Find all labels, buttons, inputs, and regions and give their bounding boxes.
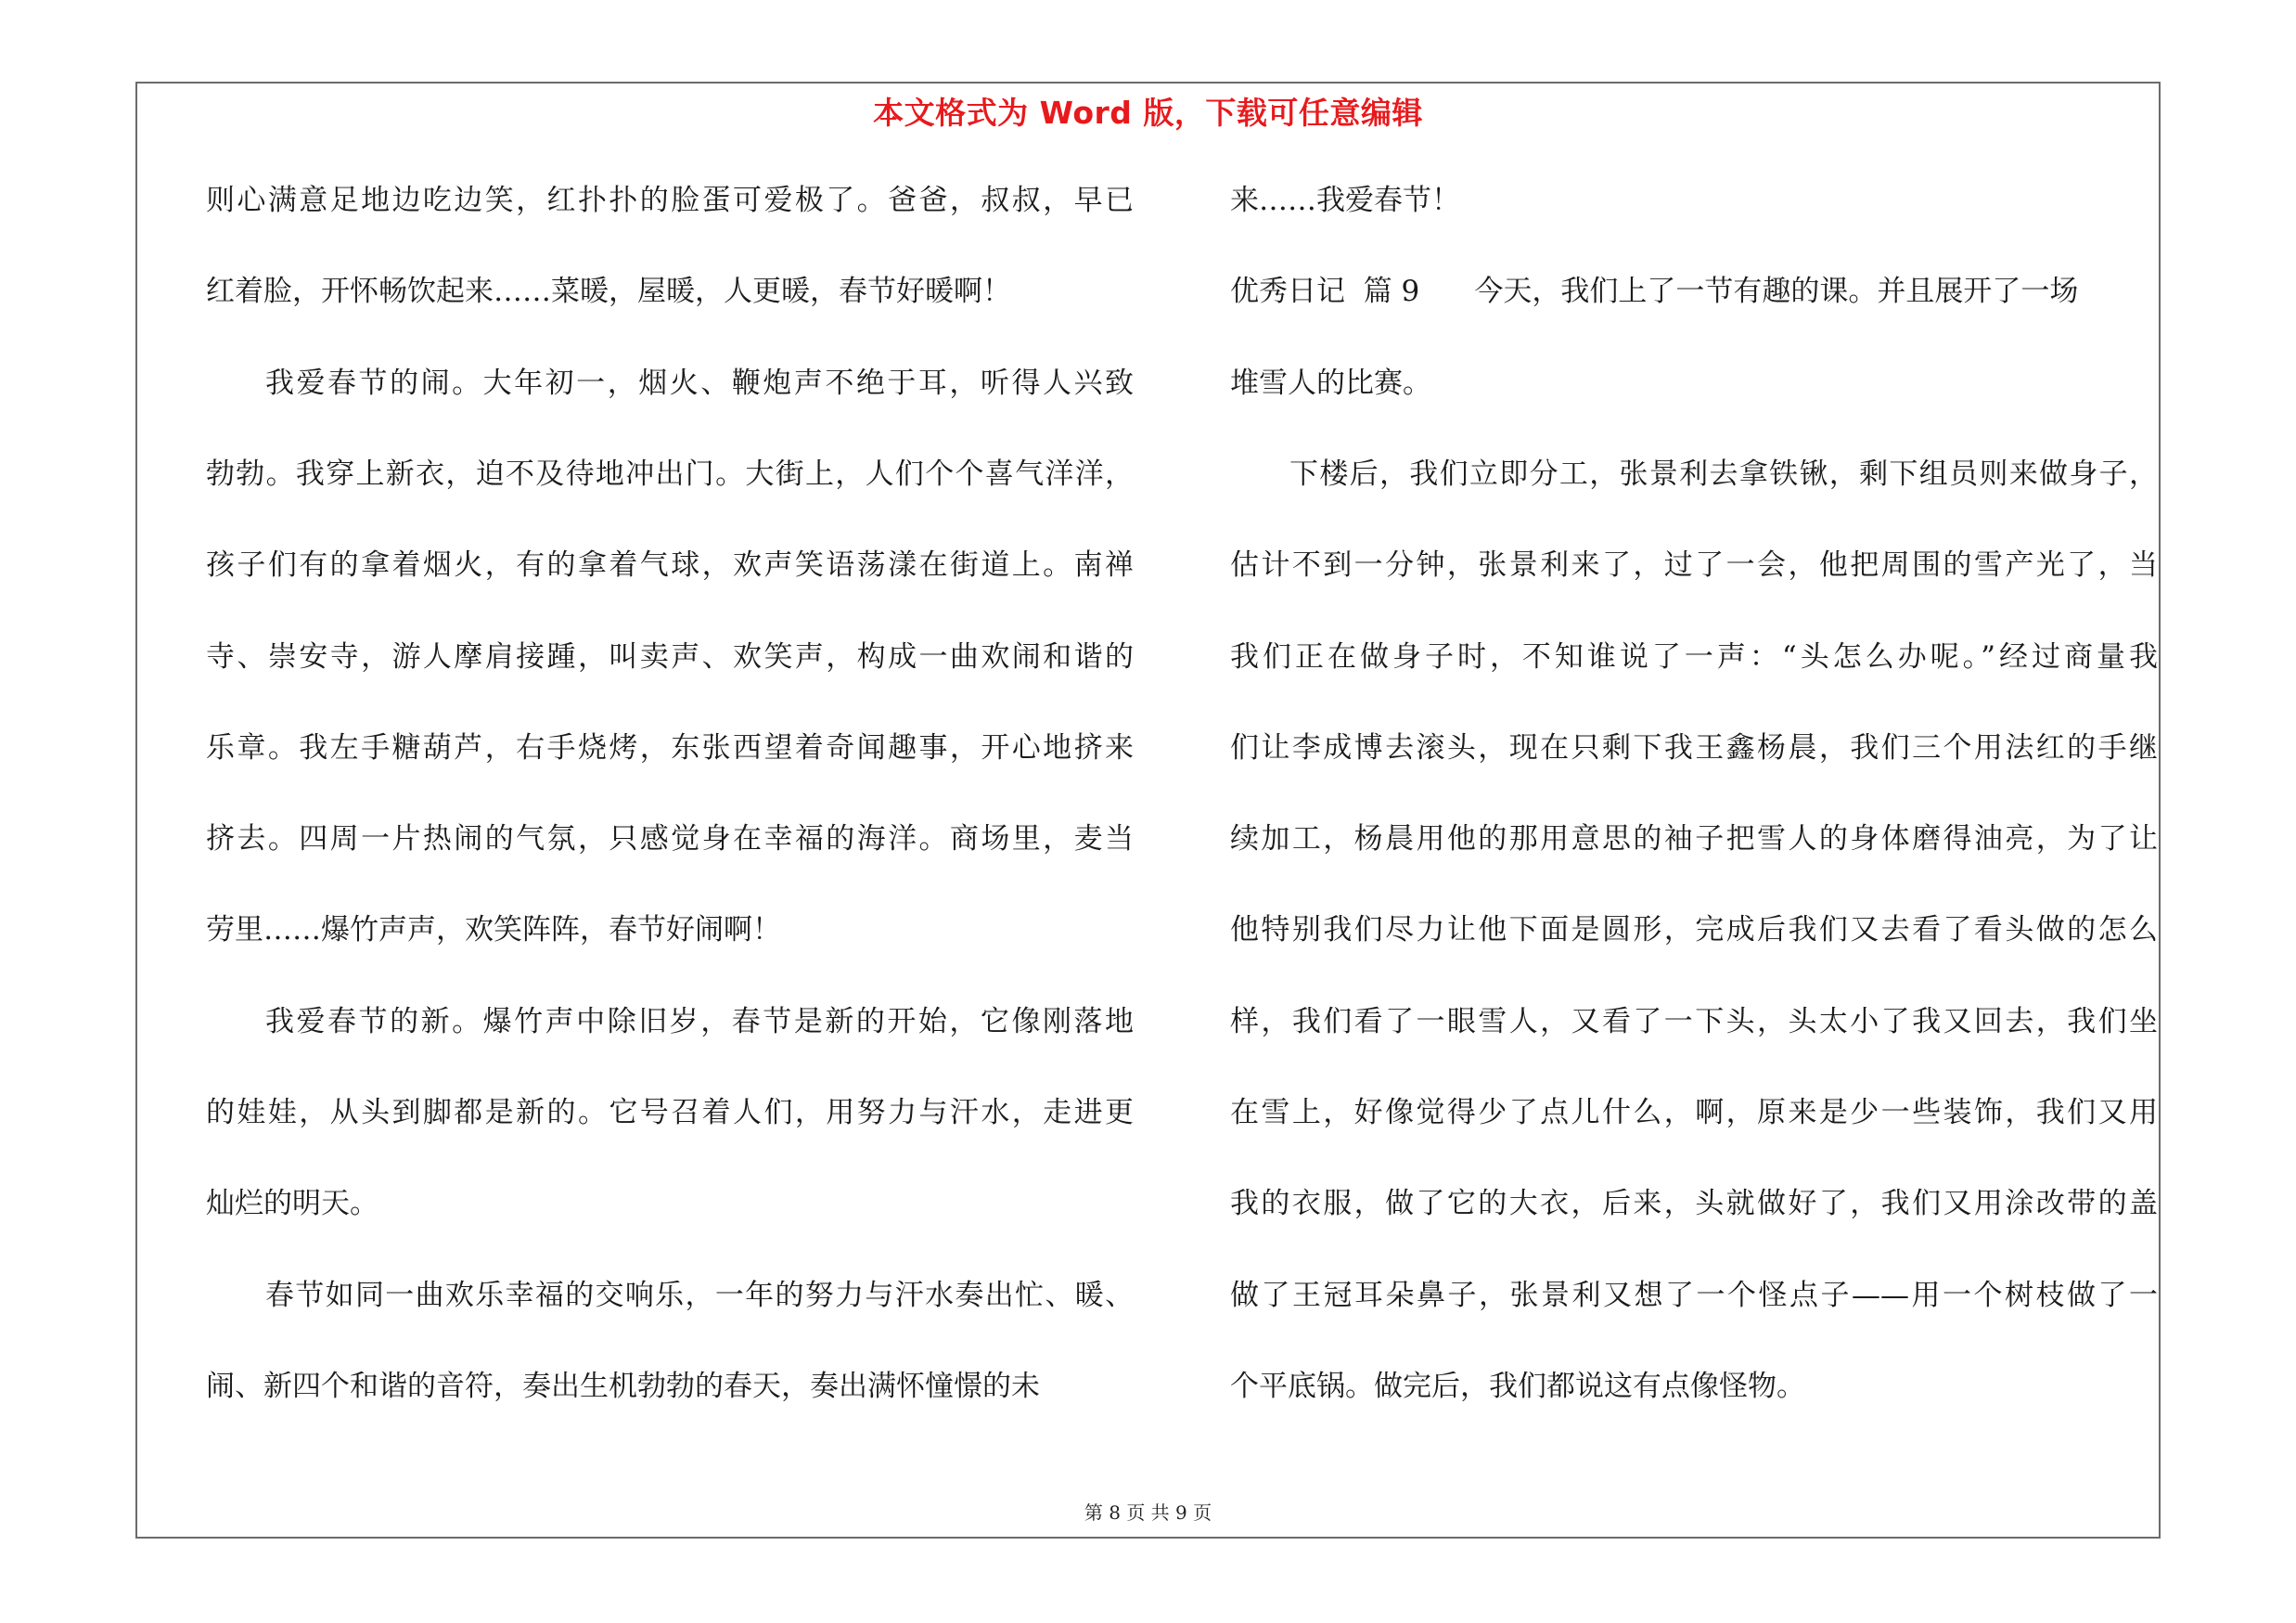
text-line: 的娃娃，从头到脚都是新的。它号召着人们，用努力与汗水，走进更 xyxy=(206,1096,1134,1129)
editable-notice-banner: 本文格式为 Word 版，下载可任意编辑 xyxy=(873,95,1423,131)
text-line: 我爱春节的新。爆竹声中除旧岁，春节是新的开始，它像刚落地 xyxy=(265,1004,1134,1038)
text-line: 我们正在做身子时，不知谁说了一声：“头怎么办呢。”经过商量我 xyxy=(1230,639,2158,674)
text-line: 优秀日记 篇 9 今天，我们上了一节有趣的课。并且展开了一场 xyxy=(1230,275,2079,309)
text-line: 勃勃。我穿上新衣，迫不及待地冲出门。大街上，人们个个喜气洋洋， xyxy=(206,457,1134,491)
text-line: 下楼后，我们立即分工，张景利去拿铁锹，剩下组员则来做身子， xyxy=(1289,457,2158,491)
text-line: 红着脸，开怀畅饮起来……菜暖，屋暖，人更暖，春节好暖啊！ xyxy=(206,275,1011,309)
text-line: 灿烂的明天。 xyxy=(206,1187,378,1221)
text-line: 来……我爱春节！ xyxy=(1230,184,1460,217)
text-line: 在雪上，好像觉得少了点儿什么，啊，原来是少一些装饰，我们又用 xyxy=(1230,1096,2158,1129)
text-line: 们让李成博去滚头，现在只剩下我王鑫杨晨，我们三个用法红的手继 xyxy=(1230,730,2158,765)
text-line: 做了王冠耳朵鼻子，张景利又想了一个怪点子——用一个树枝做了一 xyxy=(1230,1278,2158,1312)
text-line: 劳里……爆竹声声，欢笑阵阵，春节好闹啊！ xyxy=(206,913,781,947)
text-line: 孩子们有的拿着烟火，有的拿着气球，欢声笑语荡漾在街道上。南禅 xyxy=(206,548,1134,583)
text-line: 续加工，杨晨用他的那用意思的袖子把雪人的身体磨得油亮，为了让 xyxy=(1230,822,2158,857)
text-line: 则心满意足地边吃边笑，红扑扑的脸蛋可爱极了。爸爸，叔叔，早已 xyxy=(206,184,1134,217)
text-line: 样，我们看了一眼雪人，又看了一下头，头太小了我又回去，我们坐 xyxy=(1230,1004,2158,1038)
text-line: 春节如同一曲欢乐幸福的交响乐，一年的努力与汗水奏出忙、暖、 xyxy=(265,1278,1134,1312)
page-number-footer: 第 8 页 共 9 页 xyxy=(1084,1501,1212,1524)
text-line: 挤去。四周一片热闹的气氛，只感觉身在幸福的海洋。商场里，麦当 xyxy=(206,822,1134,857)
text-line: 闹、新四个和谐的音符，奏出生机勃勃的春天，奏出满怀憧憬的未 xyxy=(206,1369,1040,1403)
text-line: 个平底锅。做完后，我们都说这有点像怪物。 xyxy=(1230,1369,1805,1403)
text-line: 我的衣服，做了它的大衣，后来，头就做好了，我们又用涂改带的盖 xyxy=(1230,1187,2158,1221)
text-line: 寺、崇安寺，游人摩肩接踵，叫卖声、欢笑声，构成一曲欢闹和谐的 xyxy=(206,639,1134,674)
text-line: 我爱春节的闹。大年初一，烟火、鞭炮声不绝于耳，听得人兴致 xyxy=(265,366,1134,400)
text-line: 堆雪人的比赛。 xyxy=(1230,366,1431,400)
text-line: 他特别我们尽力让他下面是圆形，完成后我们又去看了看头做的怎么 xyxy=(1230,913,2158,947)
text-line: 估计不到一分钟，张景利来了，过了一会，他把周围的雪产光了，当 xyxy=(1230,548,2158,583)
text-line: 乐章。我左手糖葫芦，右手烧烤，东张西望着奇闻趣事，开心地挤来 xyxy=(206,730,1134,765)
